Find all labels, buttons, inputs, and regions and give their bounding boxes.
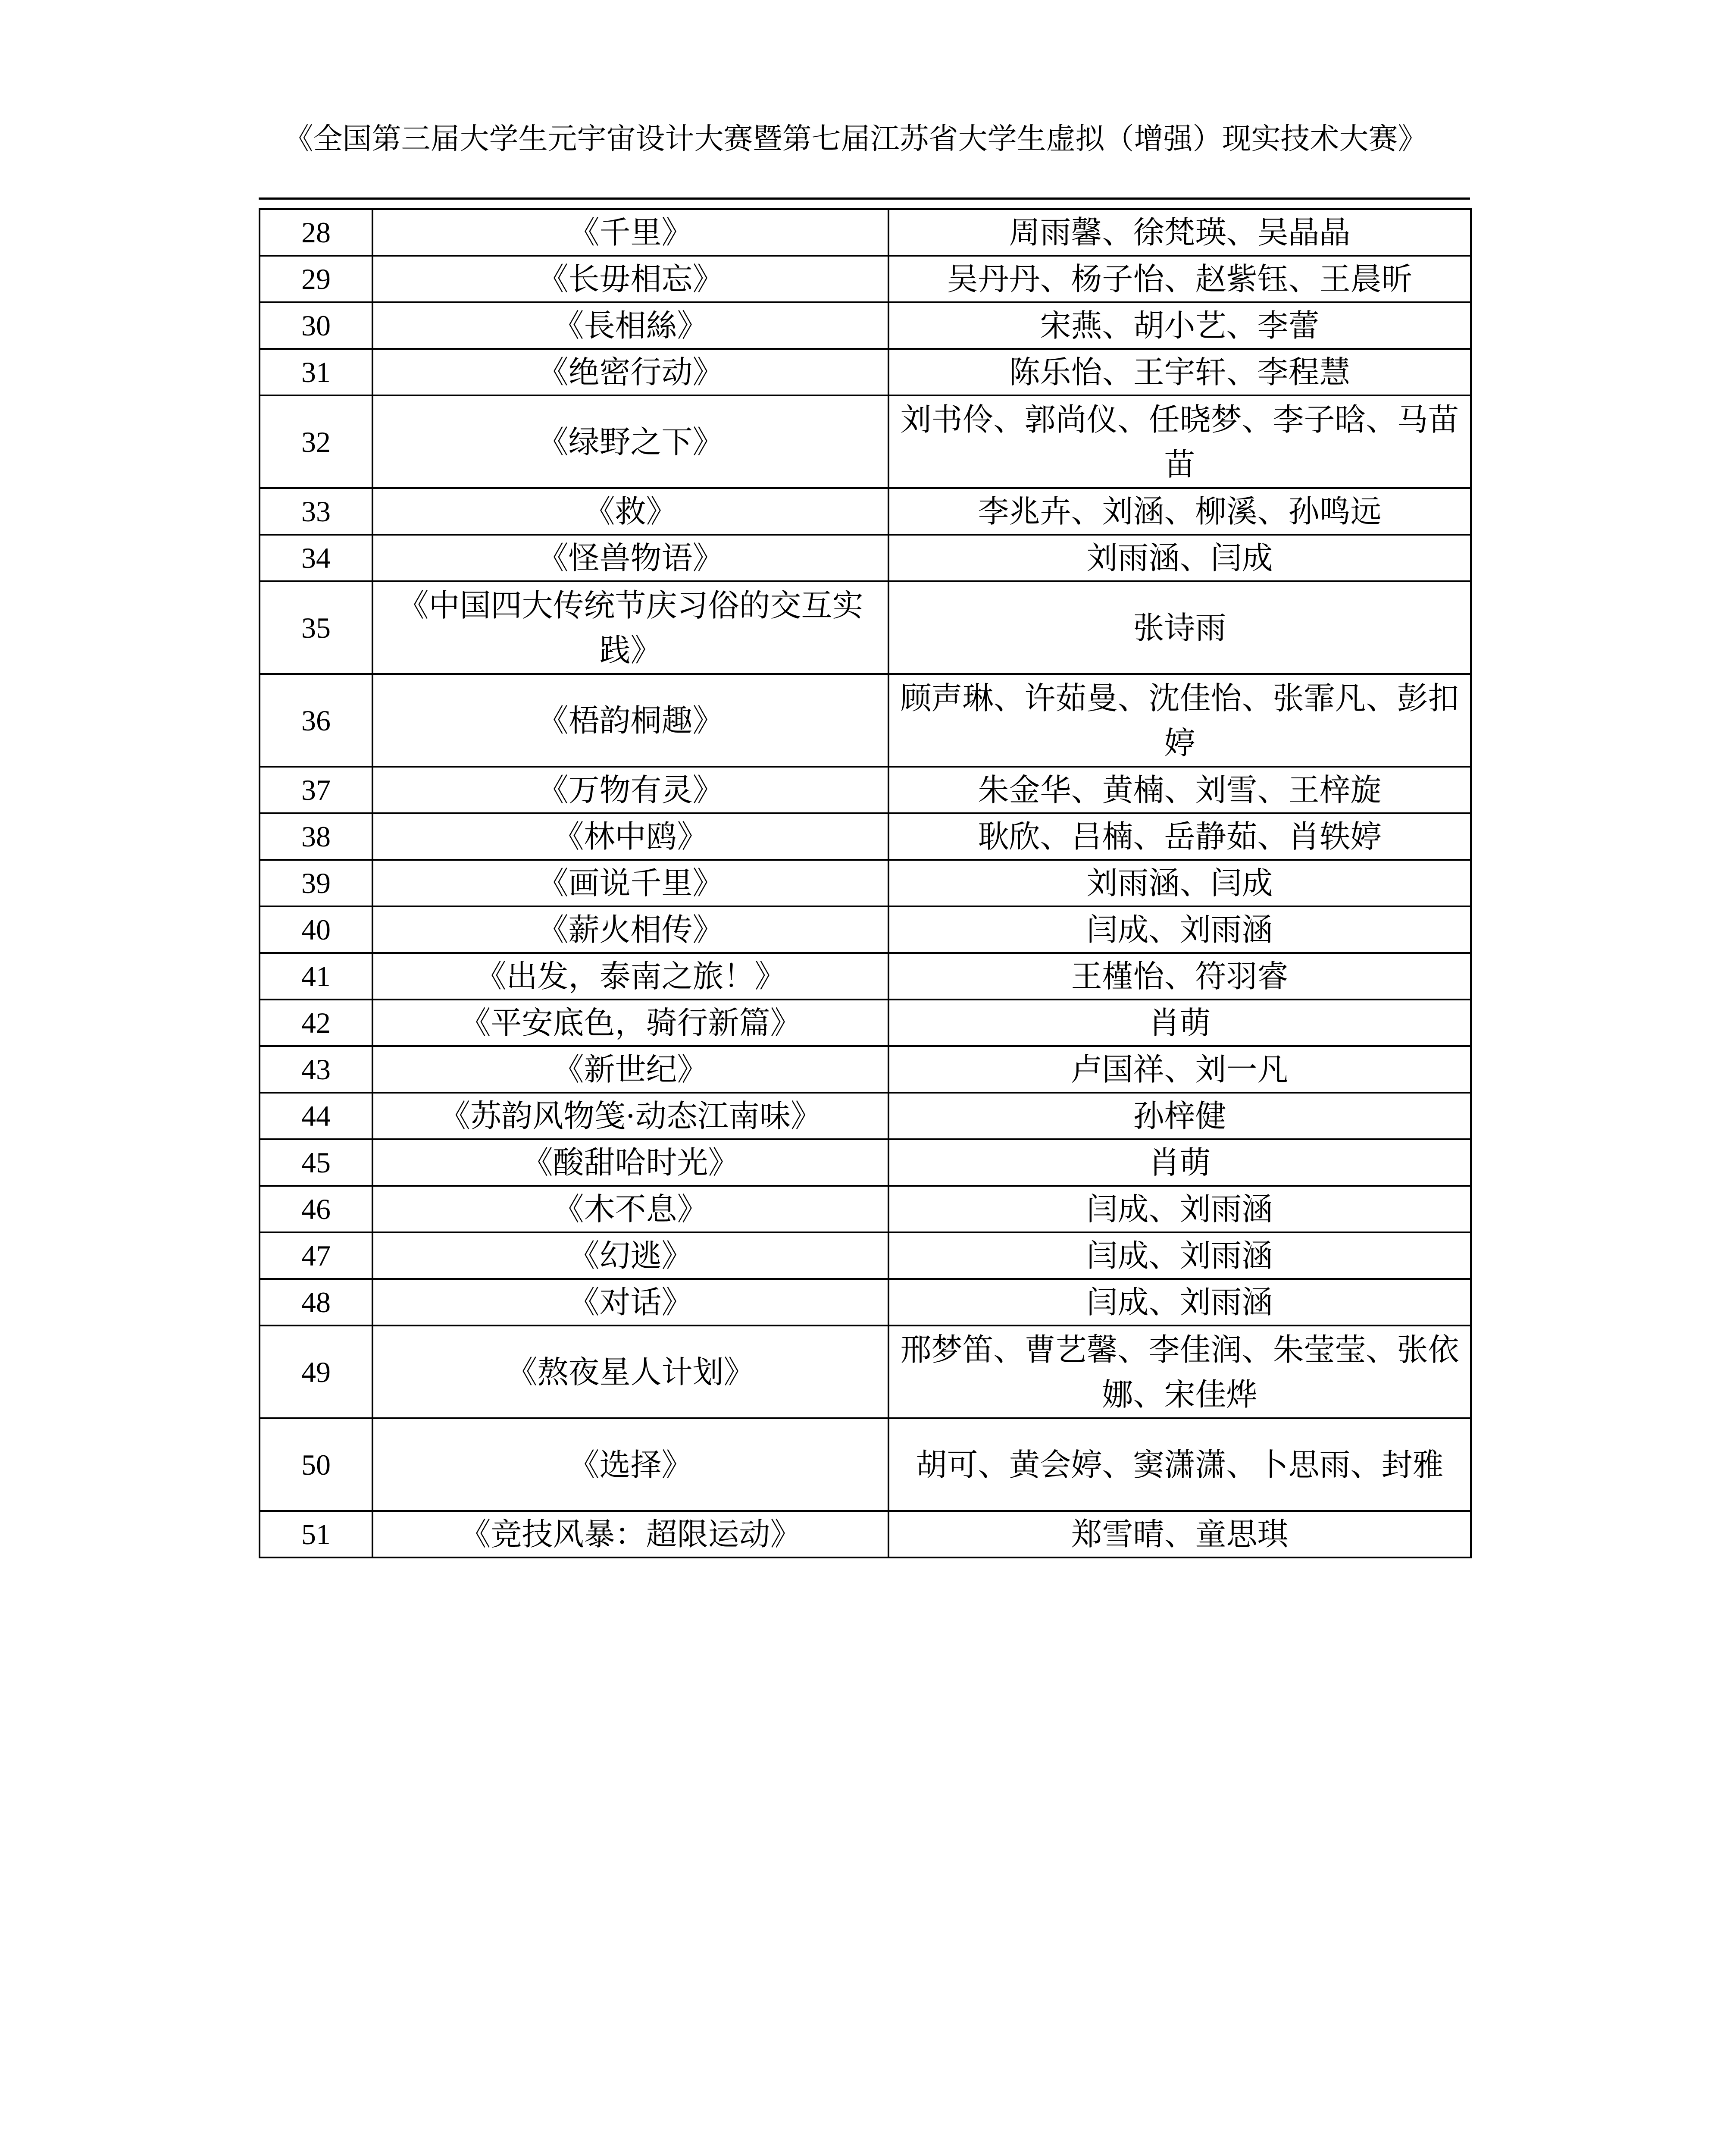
- table-row: [260, 1139, 1471, 1186]
- table-row: [260, 1093, 1471, 1139]
- work-title: 《新世纪》: [372, 1046, 888, 1093]
- row-number: 50: [260, 1418, 372, 1511]
- work-title: 《画说千里》: [372, 860, 888, 906]
- table-row: [260, 209, 1471, 256]
- entries-table: [259, 208, 1472, 1558]
- work-authors: 张诗雨: [888, 581, 1471, 674]
- table-row: [260, 813, 1471, 860]
- work-title: 《熬夜星人计划》: [372, 1326, 888, 1418]
- work-title: 《长毋相忘》: [372, 256, 888, 302]
- page-header-title: 《全国第三届大学生元宇宙设计大赛暨第七届江苏省大学生虚拟（增强）现实技术大赛》: [284, 122, 1427, 156]
- work-authors: 孙梓健: [888, 1093, 1471, 1139]
- row-number: 46: [260, 1186, 372, 1232]
- work-title: 《苏韵风物笺·动态江南味》: [372, 1093, 888, 1139]
- table-row: [260, 1326, 1471, 1418]
- table-row: [260, 860, 1471, 906]
- row-number: 47: [260, 1232, 372, 1279]
- table-row: [260, 1418, 1471, 1511]
- table-row: [260, 767, 1471, 813]
- work-title: 《薪火相传》: [372, 906, 888, 953]
- work-authors: 周雨馨、徐梵瑛、吴晶晶: [888, 209, 1471, 256]
- row-number: 51: [260, 1511, 372, 1557]
- header-divider: [259, 197, 1470, 200]
- table-row: [260, 1186, 1471, 1232]
- row-number: 42: [260, 1000, 372, 1046]
- work-title: 《救》: [372, 488, 888, 535]
- row-number: 39: [260, 860, 372, 906]
- work-authors: 胡可、黄会婷、窦潇潇、卜思雨、封雅: [888, 1418, 1471, 1511]
- table-row: [260, 1511, 1471, 1557]
- work-authors: 吴丹丹、杨子怡、赵紫钰、王晨昕: [888, 256, 1471, 302]
- table-row: [260, 1232, 1471, 1279]
- row-number: 44: [260, 1093, 372, 1139]
- table-row: [260, 488, 1471, 535]
- table-row: [260, 302, 1471, 349]
- table-row: [260, 1279, 1471, 1326]
- work-authors: 闫成、刘雨涵: [888, 1186, 1471, 1232]
- work-title: 《梧韵桐趣》: [372, 674, 888, 767]
- row-number: 48: [260, 1279, 372, 1326]
- work-authors: 宋燕、胡小艺、李蕾: [888, 302, 1471, 349]
- work-authors: 邢梦笛、曹艺馨、李佳润、朱莹莹、张依娜、宋佳烨: [888, 1326, 1471, 1418]
- table-row: [260, 953, 1471, 1000]
- work-title: 《酸甜哈时光》: [372, 1139, 888, 1186]
- work-title: 《平安底色，骑行新篇》: [372, 1000, 888, 1046]
- table-row: [260, 1046, 1471, 1093]
- table-row: [260, 535, 1471, 581]
- work-title: 《千里》: [372, 209, 888, 256]
- work-authors: 刘雨涵、闫成: [888, 860, 1471, 906]
- row-number: 41: [260, 953, 372, 1000]
- work-title: 《木不息》: [372, 1186, 888, 1232]
- work-authors: 耿欣、吕楠、岳静茹、肖轶婷: [888, 813, 1471, 860]
- row-number: 35: [260, 581, 372, 674]
- row-number: 49: [260, 1326, 372, 1418]
- work-authors: 郑雪晴、童思琪: [888, 1511, 1471, 1557]
- work-title: 《幻逃》: [372, 1232, 888, 1279]
- work-title: 《绝密行动》: [372, 349, 888, 395]
- work-authors: 肖萌: [888, 1000, 1471, 1046]
- row-number: 36: [260, 674, 372, 767]
- work-authors: 刘雨涵、闫成: [888, 535, 1471, 581]
- row-number: 37: [260, 767, 372, 813]
- row-number: 29: [260, 256, 372, 302]
- work-title: 《長相絲》: [372, 302, 888, 349]
- work-title: 《万物有灵》: [372, 767, 888, 813]
- work-title: 《怪兽物语》: [372, 535, 888, 581]
- work-authors: 陈乐怡、王宇轩、李程慧: [888, 349, 1471, 395]
- row-number: 33: [260, 488, 372, 535]
- work-title: 《竞技风暴：超限运动》: [372, 1511, 888, 1557]
- row-number: 34: [260, 535, 372, 581]
- table-row: [260, 906, 1471, 953]
- work-authors: 闫成、刘雨涵: [888, 906, 1471, 953]
- row-number: 45: [260, 1139, 372, 1186]
- work-title: 《出发，泰南之旅！》: [372, 953, 888, 1000]
- row-number: 43: [260, 1046, 372, 1093]
- work-title: 《绿野之下》: [372, 395, 888, 488]
- work-authors: 肖萌: [888, 1139, 1471, 1186]
- table-row: [260, 256, 1471, 302]
- table-row: [260, 349, 1471, 395]
- work-title: 《对话》: [372, 1279, 888, 1326]
- work-authors: 李兆卉、刘涵、柳溪、孙鸣远: [888, 488, 1471, 535]
- row-number: 38: [260, 813, 372, 860]
- table-row: [260, 674, 1471, 767]
- row-number: 28: [260, 209, 372, 256]
- row-number: 31: [260, 349, 372, 395]
- work-authors: 朱金华、黄楠、刘雪、王梓旋: [888, 767, 1471, 813]
- work-authors: 卢国祥、刘一凡: [888, 1046, 1471, 1093]
- work-authors: 顾声琳、许茹曼、沈佳怡、张霏凡、彭扣婷: [888, 674, 1471, 767]
- table-row: [260, 1000, 1471, 1046]
- work-title: 《选择》: [372, 1418, 888, 1511]
- work-authors: 王槿怡、符羽睿: [888, 953, 1471, 1000]
- work-title: 《中国四大传统节庆习俗的交互实践》: [372, 581, 888, 674]
- table-row: [260, 395, 1471, 488]
- row-number: 32: [260, 395, 372, 488]
- work-authors: 刘书伶、郭尚仪、任晓梦、李子晗、马苗苗: [888, 395, 1471, 488]
- work-authors: 闫成、刘雨涵: [888, 1232, 1471, 1279]
- work-title: 《林中鸥》: [372, 813, 888, 860]
- row-number: 30: [260, 302, 372, 349]
- row-number: 40: [260, 906, 372, 953]
- work-authors: 闫成、刘雨涵: [888, 1279, 1471, 1326]
- table-row: [260, 581, 1471, 674]
